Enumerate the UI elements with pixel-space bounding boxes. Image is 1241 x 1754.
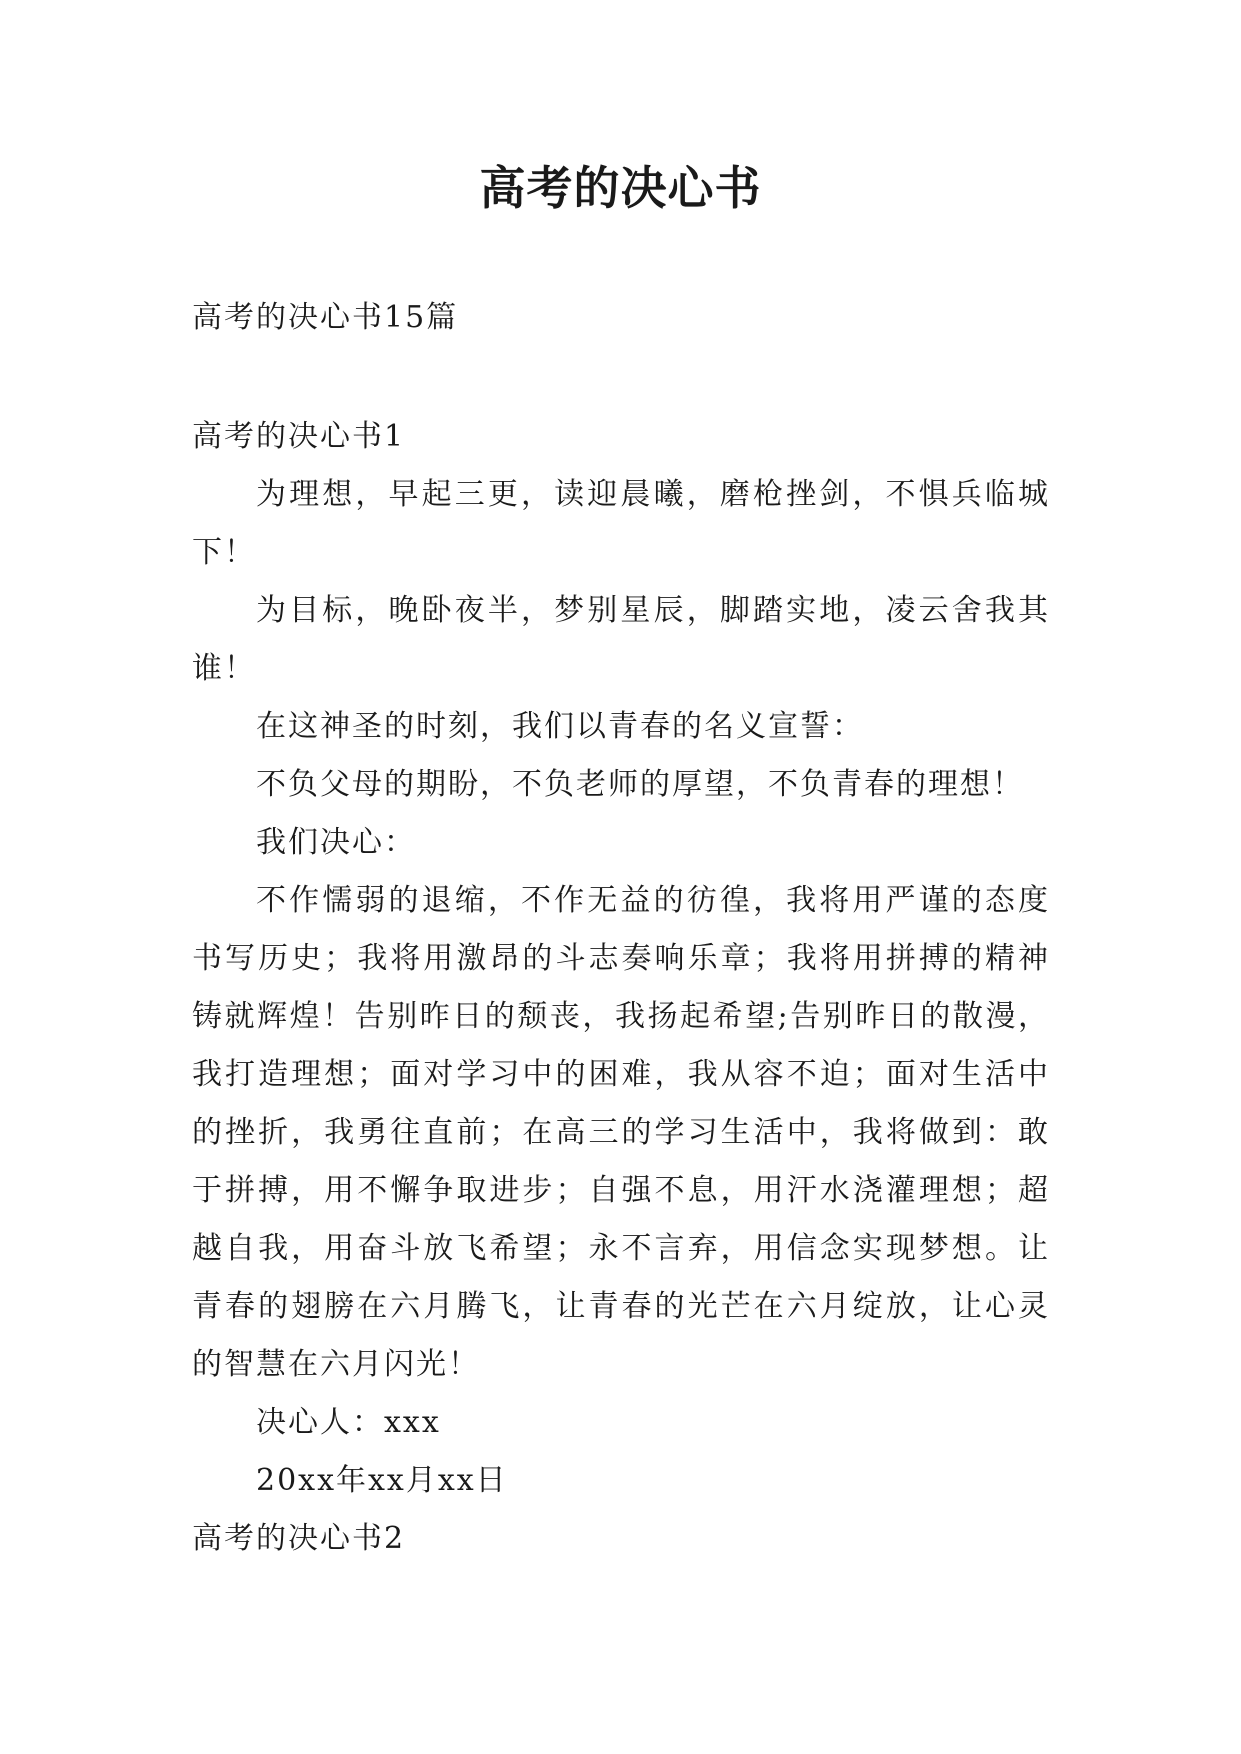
paragraph: 为理想，早起三更，读迎晨曦，磨枪挫剑，不惧兵临城下！ [192,477,1050,570]
section-heading: 高考的决心书2 [192,1521,406,1556]
paragraph: 不负父母的期盼，不负老师的厚望，不负青春的理想！ [256,767,1024,802]
paragraph: 不作懦弱的退缩，不作无益的彷徨，我将用严谨的态度书写历史；我将用激昂的斗志奏响乐章；我将用拼搏的精神铸就辉煌！告别昨日的颓丧，我扬起希望;告别昨日的散漫，我打造理想；面对学习中的困难，我从容不迫；面对生活中的挫折，我勇往直前；在高三的学习生活中，我将做到：敢于拼搏，用不懈争取进步；自强不息，用汗水浇灌理想；超越自我，用奋斗放飞希望；永不言弃，用信念实现梦想。让青春的翅膀在六月腾飞，让青春的光芒在六月绽放，让心灵的智慧在六月闪光！ [192,883,1050,1382]
date-line: 20xx年xx月xx日 [256,1463,508,1498]
signer-line: 决心人：xxx [256,1405,441,1440]
document-title: 高考的决心书 [479,161,762,215]
document-body [192,408,1050,1568]
paragraph: 为目标，晚卧夜半，梦别星辰，脚踏实地，凌云舍我其谁！ [192,593,1050,686]
section-heading: 高考的决心书1 [192,419,406,454]
paragraph: 在这神圣的时刻，我们以青春的名义宣誓： [256,709,864,744]
document-subtitle: 高考的决心书15篇 [192,300,459,335]
paragraph: 我们决心： [256,825,416,860]
